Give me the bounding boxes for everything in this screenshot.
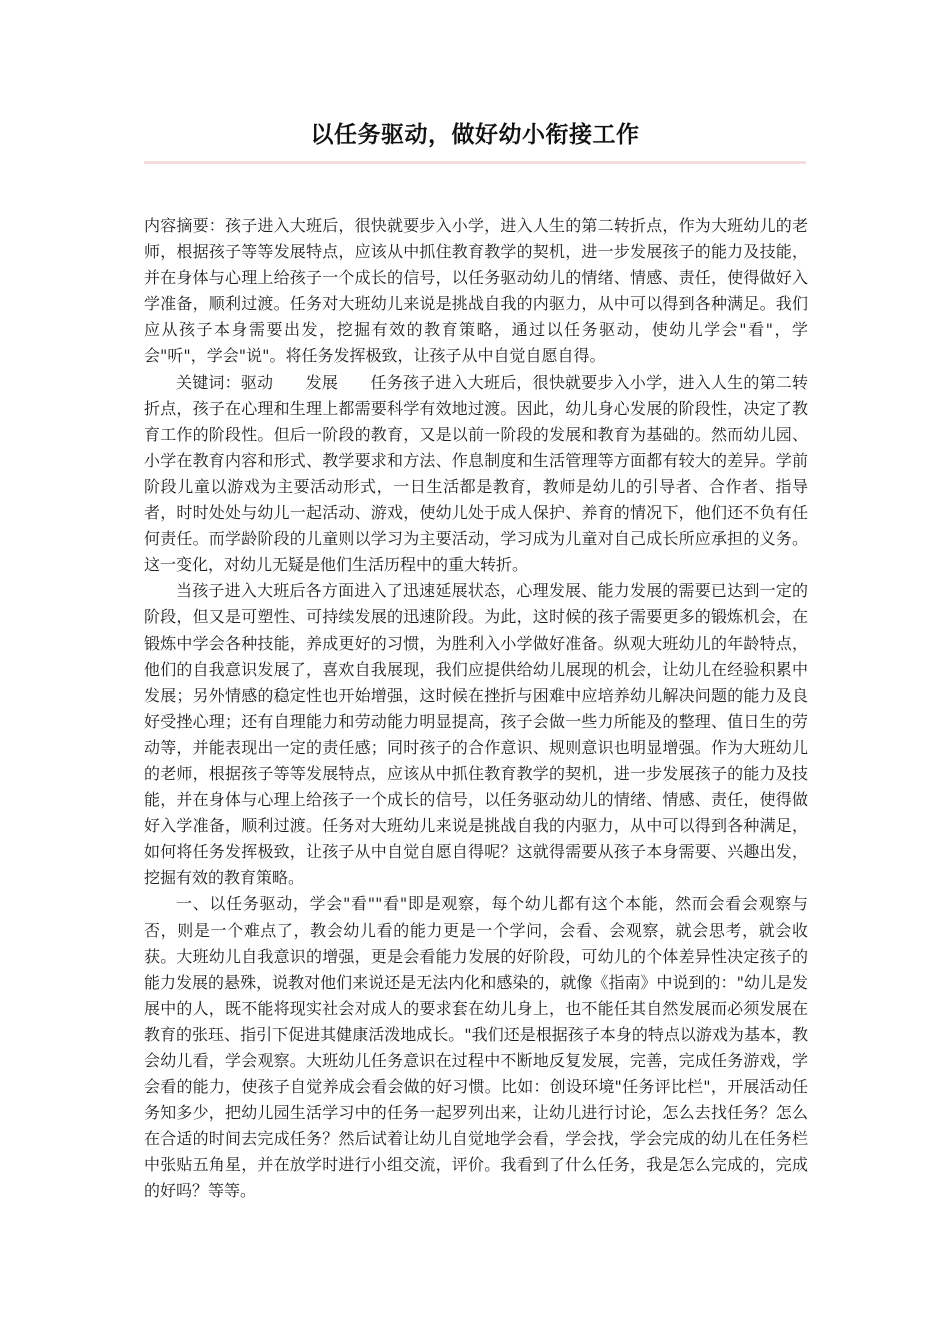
document-title: 以任务驱动，做好幼小衔接工作 — [310, 122, 640, 148]
title-divider — [144, 161, 806, 164]
document-body — [144, 213, 808, 1205]
section-one-paragraph: 一、以任务驱动，学会"看""看"即是观察，每个幼儿都有这个本能，然而会看会观察与否，则是一个难点了，教会幼儿看的能力更是一个学问，会看、会观察，就会思考，就会收获。大班幼儿自我意识的增强，更是会看能力发展的好阶段，可幼儿的个体差异性决定孩子的能力发展的悬殊，说教对他们来说还是无法内化和感染的，就像《指南》中说到的："幼儿是发展中的人，既不能将现实社会对成人的要求套在幼儿身上，也不能任其自然发展而必须发展在教育的张珏、指引下促进其健康活泼地成长。"我们还是根据孩子本身的特点以游戏为基本，教会幼儿看，学会观察。大班幼儿任务意识在过程中不断地反复发展，完善，完成任务游戏，学会看的能力，使孩子自觉养成会看会做的好习惯。比如：创设环境"任务评比栏"，开展活动任务知多少，把幼儿园生活学习中的任务一起罗列出来，让幼儿进行讨论，怎么去找任务？怎么在合适的时间去完成任务？然后试着让幼儿自觉地学会看，学会找，学会完成的幼儿在任务栏中张贴五角星，并在放学时进行小组交流，评价。我看到了什么任务，我是怎么完成的，完成的好吗？等等。 — [144, 894, 808, 1201]
keywords-paragraph: 关键词：驱动 发展 任务孩子进入大班后，很快就要步入小学，进入人生的第二转折点，孩子在心理和生理上都需要科学有效地过渡。因此，幼儿身心发展的阶段性，决定了教育工作的阶段性。但后一阶段的教育，又是以前一阶段的发展和教育为基础的。然而幼儿园、小学在教育内容和形式、教学要求和方法、作息制度和生活管理等方面都有较大的差异。学前阶段儿童以游戏为主要活动形式，一日生活都是教育，教师是幼儿的引导者、合作者、指导者，时时处处与幼儿一起活动、游戏，使幼儿处于成人保护、养育的情况下，他们还不负有任何责任。而学龄阶段的儿童则以学习为主要活动，学习成为儿童对自己成长所应承担的义务。这一变化，对幼儿无疑是他们生活历程中的重大转折。 — [144, 372, 808, 575]
abstract-paragraph: 内容摘要：孩子进入大班后，很快就要步入小学，进入人生的第二转折点，作为大班幼儿的老师，根据孩子等等发展特点，应该从中抓住教育教学的契机，进一步发展孩子的能力及技能，并在身体与心理上给孩子一个成长的信号，以任务驱动幼儿的情绪、情感、责任，使得做好入学准备，顺利过渡。任务对大班幼儿来说是挑战自我的内驱力，从中可以得到各种满足。我们应从孩子本身需要出发，挖掘有效的教育策略，通过以任务驱动，使幼儿学会"看"，学会"听"，学会"说"。将任务发挥极致，让孩子从中自觉自愿自得。 — [144, 216, 808, 366]
body-paragraph: 当孩子进入大班后各方面进入了迅速延展状态，心理发展、能力发展的需要已达到一定的阶段，但又是可塑性、可持续发展的迅速阶段。为此，这时候的孩子需要更多的锻炼机会，在锻炼中学会各种技能，养成更好的习惯，为胜利入小学做好准备。纵观大班幼儿的年龄特点，他们的自我意识发展了，喜欢自我展现，我们应提供给幼儿展现的机会，让幼儿在经验积累中发展；另外情感的稳定性也开始增强，这时候在挫折与困难中应培养幼儿解决问题的能力及良好受挫心理；还有自理能力和劳动能力明显提高，孩子会做一些力所能及的整理、值日生的劳动等，并能表现出一定的责任感；同时孩子的合作意识、规则意识也明显增强。作为大班幼儿的老师，根据孩子等等发展特点，应该从中抓住教育教学的契机，进一步发展孩子的能力及技能，并在身体与心理上给孩子一个成长的信号，以任务驱动幼儿的情绪、情感、责任，使得做好入学准备，顺利过渡。任务对大班幼儿来说是挑战自我的内驱力，从中可以得到各种满足，如何将任务发挥极致，让孩子从中自觉自愿自得呢？这就得需要从孩子本身需要、兴趣出发，挖掘有效的教育策略。 — [144, 581, 808, 888]
